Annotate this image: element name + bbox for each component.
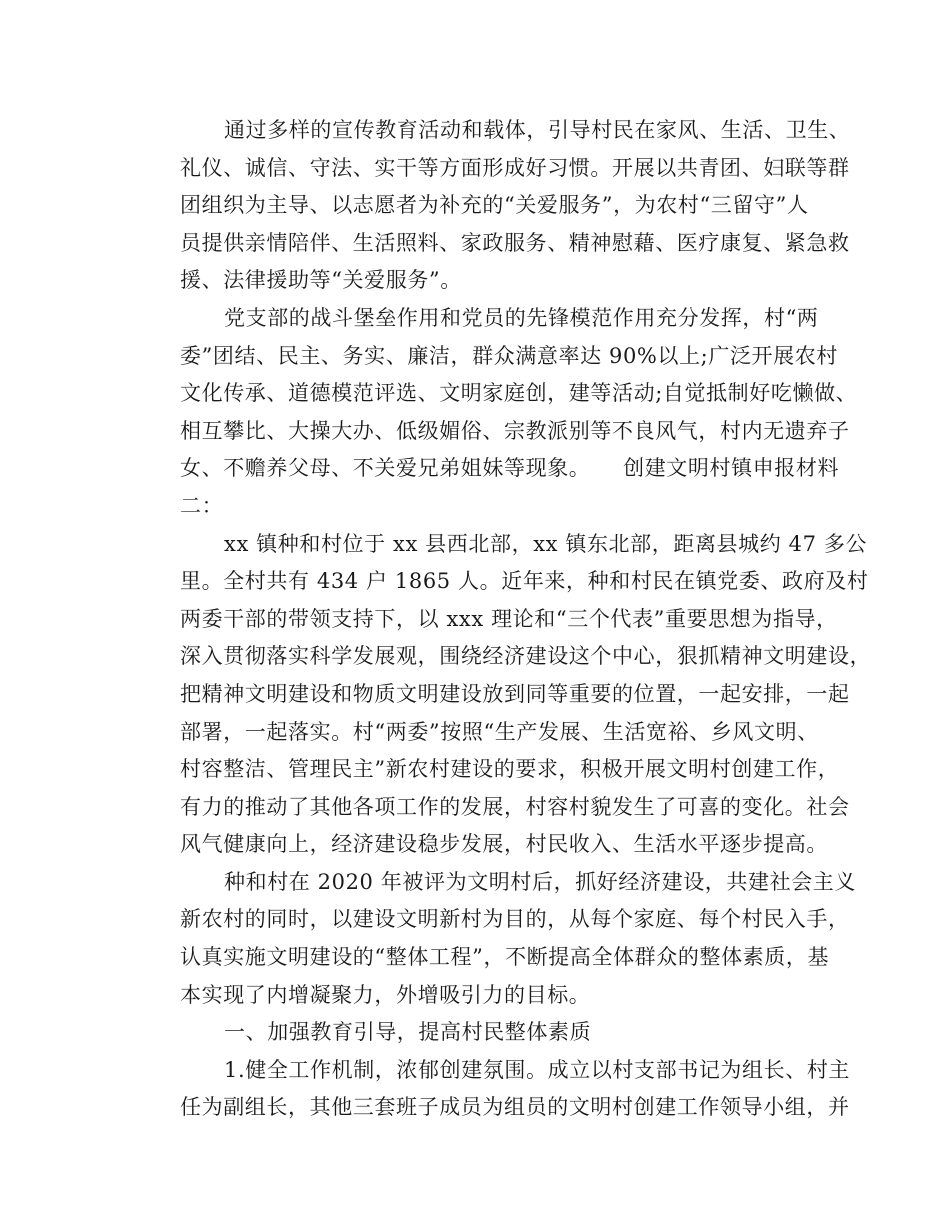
document-body xyxy=(138,112,872,1127)
text-line: 两委干部的带领支持下，以 xxx 理论和“三个代表”重要思想为指导， xyxy=(180,606,838,631)
text-line: 里。全村共有 434 户 1865 人。近年来，种和村民在镇党委、政府及村 xyxy=(180,569,869,594)
text-line: 援、法律援助等“关爱服务”。 xyxy=(180,268,462,293)
text-line: 把精神文明建设和物质文明建设放到同等重要的位置，一起安排，一起 xyxy=(180,681,850,706)
paragraph-care-services xyxy=(138,112,851,300)
section-heading-education xyxy=(138,1014,828,1052)
text-line: 风气健康向上，经济建设稳步发展，村民收入、生活水平逐步提高。 xyxy=(180,832,828,857)
paragraph-civilized-village xyxy=(138,864,856,1014)
text-line: 通过多样的宣传教育活动和载体，引导村民在家风、生活、卫生、 xyxy=(224,118,851,142)
text-line: 种和村在 2020 年被评为文明村后，抓好经济建设，共建社会主义 xyxy=(224,869,856,894)
text-line: 党支部的战斗堡垒作用和党员的先锋模范作用充分发挥，村“两 xyxy=(224,305,819,330)
text-line: 深入贯彻落实科学发展观，围绕经济建设这个中心，狠抓精神文明建设， xyxy=(180,644,872,669)
text-line: 本实现了内增凝聚力，外增吸引力的目标。 xyxy=(180,982,591,1007)
paragraph-village-intro xyxy=(138,526,872,864)
text-line: 任为副组长，其他三套班子成员为组员的文明村创建工作领导小组，并 xyxy=(180,1095,850,1120)
text-line: 有力的推动了其他各项工作的发展，村容村貌发生了可喜的变化。社会 xyxy=(180,794,850,819)
paragraph-party-branch xyxy=(138,300,858,526)
text-line: 团组织为主导、以志愿者为补充的“关爱服务”，为农村“三留守”人 xyxy=(180,193,809,218)
text-line: 女、不赡养父母、不关爱兄弟姐妹等现象。 创建文明村镇申报材料 xyxy=(180,456,840,481)
text-line: 认真实施文明建设的“整体工程”，不断提高全体群众的整体素质，基 xyxy=(180,945,830,970)
text-line: 二： xyxy=(180,493,224,518)
text-line: 村容整洁、管理民主”新农村建设的要求，积极开展文明村创建工作， xyxy=(180,757,840,782)
text-line: xx 镇种和村位于 xx 县西北部，xx 镇东北部，距离县城约 47 多公 xyxy=(224,531,868,556)
text-line: 一、加强教育引导，提高村民整体素质 xyxy=(224,1020,592,1045)
text-line: 相互攀比、大操大办、低级媚俗、宗教派别等不良风气，村内无遗弃子 xyxy=(180,418,850,443)
paragraph-work-mechanism xyxy=(138,1052,851,1127)
text-line: 1.健全工作机制，浓郁创建氛围。成立以村支部书记为组长、村主 xyxy=(224,1057,851,1082)
text-line: 员提供亲情陪伴、生活照料、家政服务、精神慰藉、医疗康复、紧急救 xyxy=(180,230,850,255)
text-line: 新农村的同时，以建设文明新村为目的，从每个家庭、每个村民入手， xyxy=(180,907,850,932)
text-line: 文化传承、道德模范评选、文明家庭创，建等活动;自觉抵制好吃懒做、 xyxy=(180,381,858,406)
text-line: 礼仪、诚信、守法、实干等方面形成好习惯。开展以共青团、妇联等群 xyxy=(180,155,850,180)
text-line: 委”团结、民主、务实、廉洁，群众满意率达 90%以上;广泛开展农村 xyxy=(180,343,838,368)
text-line: 部署，一起落实。村“两委”按照“生产发展、生活宽裕、乡风文明、 xyxy=(180,719,819,744)
